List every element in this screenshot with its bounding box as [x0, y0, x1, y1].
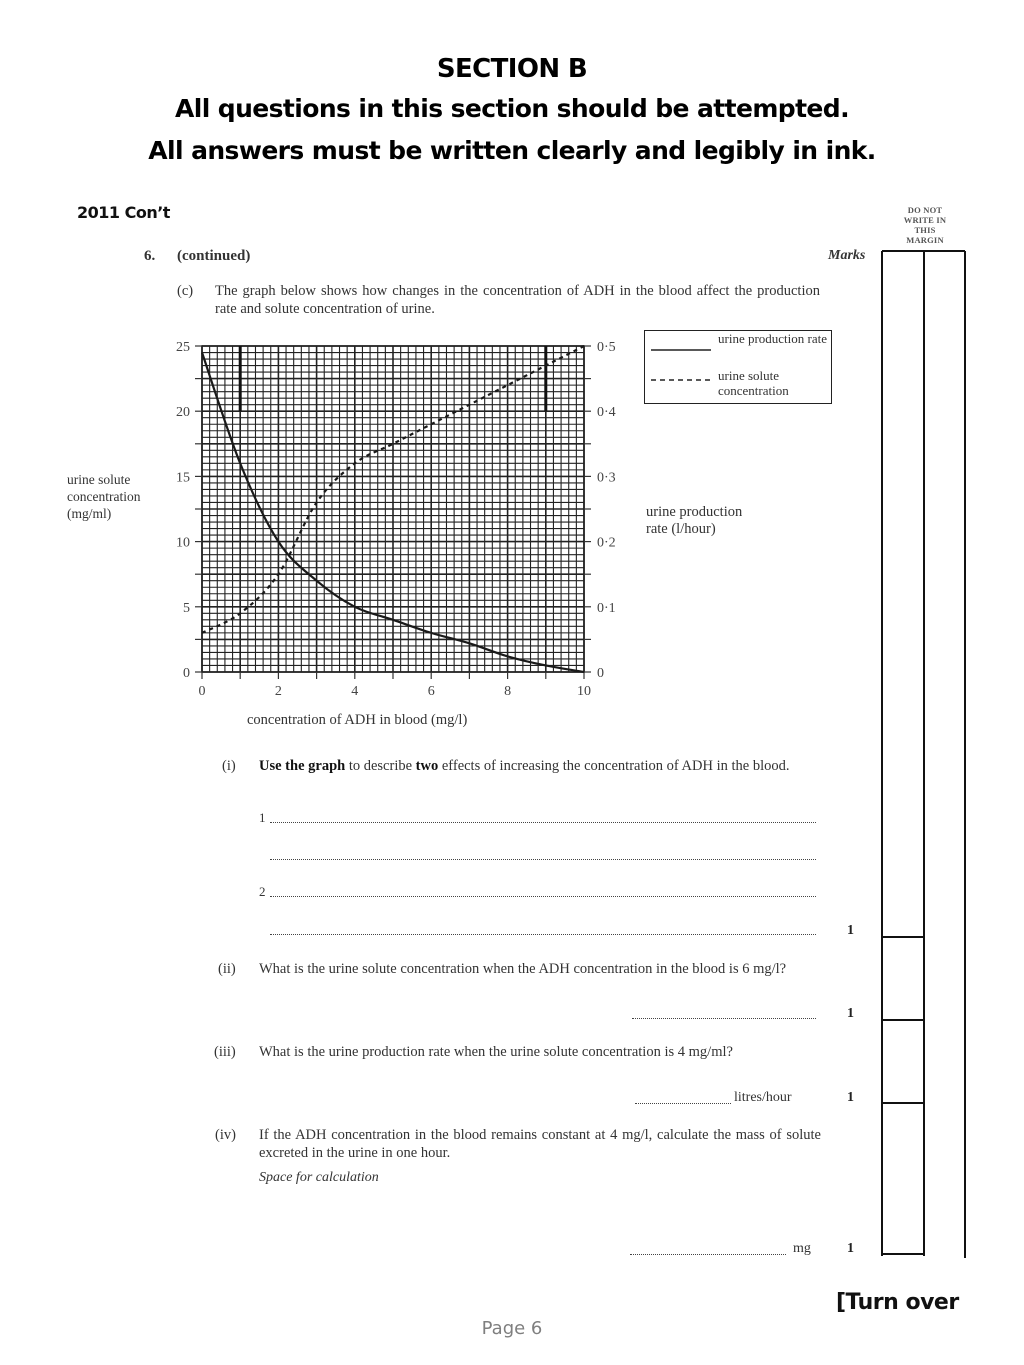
chart-tick-labels: [176, 340, 616, 699]
continued-note: 2011 Con’t: [77, 203, 170, 222]
subq-ii-text: What is the urine solute concentration when the ADH concentration in the blood is 6 mg/l?: [259, 961, 787, 977]
y-left-tick-label: 20: [176, 405, 190, 421]
y-right-axis-label: [646, 504, 742, 538]
y-right-label-line-2: rate (l/hour): [646, 521, 716, 537]
y-left-label-line-3: (mg/ml): [67, 506, 112, 521]
answer-line-2b[interactable]: [270, 934, 816, 935]
y-right-tick-label: 0: [597, 666, 604, 681]
x-tick-label: 2: [274, 684, 282, 699]
y-left-tick-label: 15: [176, 470, 190, 486]
marks-i: 1: [847, 923, 854, 938]
y-right-tick-label: 0·5: [597, 340, 616, 355]
instruction-attempt: All questions in this section should be attempted.: [175, 94, 849, 123]
x-tick-label: 6: [427, 684, 435, 699]
y-left-tick-label: 25: [176, 340, 190, 355]
part-label: (c): [177, 283, 194, 299]
y-left-tick-label: 5: [183, 600, 190, 616]
subq-i-mid: to describe: [345, 758, 416, 774]
x-axis-label: concentration of ADH in blood (mg/l): [247, 712, 468, 728]
x-tick-label: 10: [577, 684, 591, 699]
y-right-tick-label: 0·3: [597, 470, 616, 486]
marks-iii: 1: [847, 1090, 854, 1105]
answer-line-1b[interactable]: [270, 859, 816, 860]
legend-label-concentration: urine solute concentration: [718, 368, 789, 398]
dnw-line-2: WRITE IN: [903, 215, 947, 225]
subq-i-bold-1: Use the graph: [259, 758, 346, 774]
subq-i-label: (i): [222, 758, 236, 774]
unit-iii: litres/hour: [734, 1090, 792, 1105]
dnw-line-1: DO NOT: [907, 205, 943, 215]
y-right-tick-label: 0·1: [597, 600, 616, 616]
dnw-line-3: THIS: [914, 225, 936, 235]
x-tick-label: 0: [198, 684, 206, 699]
marks-ii: 1: [847, 1006, 854, 1021]
x-tick-label: 8: [504, 684, 512, 699]
legend-label-production: urine production rate: [718, 331, 828, 346]
y-left-tick-label: 0: [183, 666, 190, 681]
y-left-label-line-1: urine solute: [67, 472, 131, 487]
subq-iii-text: What is the urine production rate when the urine solute concentration is 4 mg/ml?: [259, 1044, 733, 1060]
section-title: SECTION B: [436, 54, 588, 84]
y-left-tick-label: 10: [176, 535, 190, 551]
marks-iv: 1: [847, 1241, 854, 1256]
turn-over: [Turn over: [836, 1290, 959, 1315]
question-number: 6.: [144, 248, 156, 264]
answer-iii[interactable]: [635, 1103, 731, 1104]
y-right-label-line-1: urine production: [646, 504, 743, 520]
chart-legend: [644, 330, 832, 404]
y-right-tick-label: 0·2: [597, 535, 616, 551]
y-left-axis-label: [67, 471, 140, 522]
y-right-tick-label: 0·4: [597, 405, 616, 421]
unit-iv: mg: [793, 1241, 811, 1256]
subq-iii-label: (iii): [214, 1044, 236, 1060]
subq-iv-text: If the ADH concentration in the blood remains constant at 4 mg/l, calculate the mass of solute excreted in the urine in one hour.: [259, 1127, 821, 1161]
answer-ii[interactable]: [632, 1018, 816, 1019]
answer-line-1[interactable]: [270, 822, 816, 823]
subq-i-text: [259, 757, 821, 775]
instruction-ink: All answers must be written clearly and legibly in ink.: [148, 136, 876, 165]
subq-iv-label: (iv): [215, 1127, 236, 1143]
answer-line-2[interactable]: [270, 896, 816, 897]
answer-line-2-number: 2: [259, 884, 266, 899]
subq-i-end: effects of increasing the concentration of ADH in the blood.: [438, 758, 790, 774]
question-intro: The graph below shows how changes in the concentration of ADH in the blood affect the production rate and solute concentration of urine.: [215, 283, 820, 317]
y-left-label-line-2: concentration: [67, 489, 141, 504]
page-number: Page 6: [481, 1318, 543, 1339]
marks-header: Marks: [828, 248, 866, 263]
subq-ii-label: (ii): [218, 961, 236, 977]
question-continued: (continued): [177, 248, 251, 264]
x-tick-label: 4: [351, 684, 359, 699]
answer-line-1-number: 1: [259, 810, 266, 825]
calc-space-label: Space for calculation: [259, 1170, 379, 1185]
subq-i-bold-2: two: [415, 758, 439, 774]
dnw-line-4: MARGIN: [906, 235, 944, 245]
answer-iv[interactable]: [630, 1254, 786, 1255]
